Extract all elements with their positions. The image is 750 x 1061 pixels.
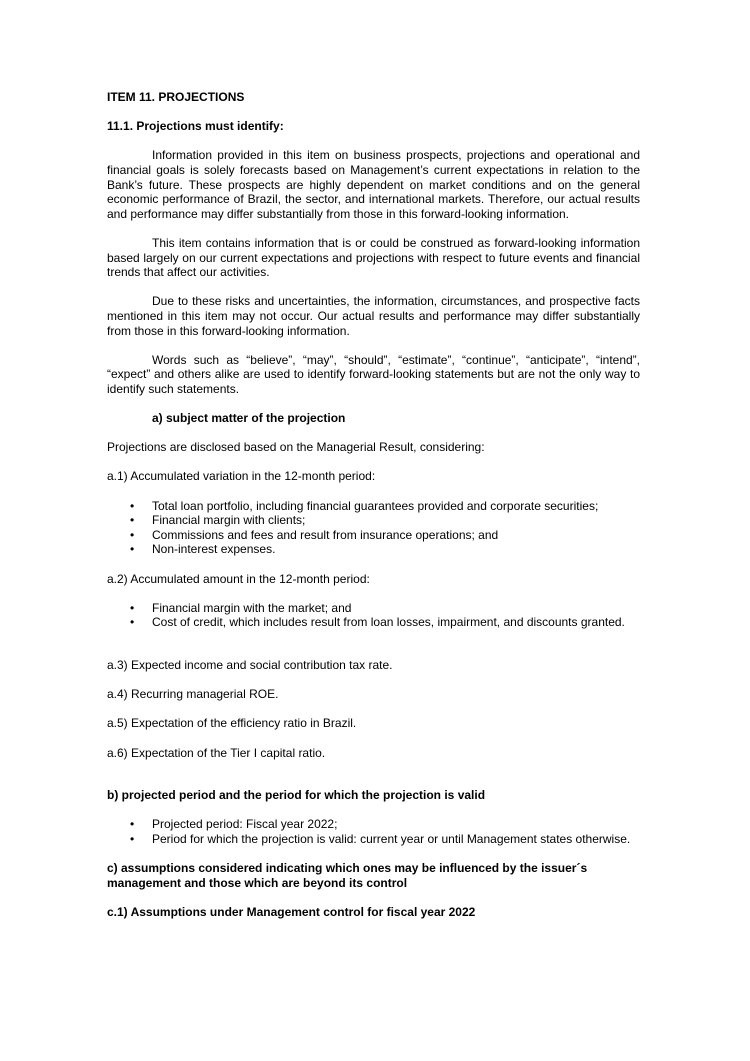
a1-list (107, 499, 640, 557)
a3-item: a.3) Expected income and social contribution tax rate. (107, 657, 393, 672)
item-heading: ITEM 11. PROJECTIONS (107, 90, 245, 104)
list-item: • Financial margin with the market; and (107, 601, 640, 616)
section-c1-title: c.1) Assumptions under Management control for fiscal year 2022 (107, 904, 476, 919)
list-item: • Projected period: Fiscal year 2022; (107, 817, 640, 832)
list-item: • Cost of credit, which includes result from loan losses, impairment, and discounts granted. (107, 615, 640, 630)
list-item: • Total loan portfolio, including financial guarantees provided and corporate securities; (107, 499, 640, 514)
section-b-title: b) projected period and the period for which the projection is valid (107, 788, 486, 803)
list-item: • Non-interest expenses. (107, 542, 640, 557)
paragraph-3: Due to these risks and uncertainties, the information, circumstances, and prospective facts mentioned in this item may not occur. Our actual results and performance may differ substantially from those in this forward-looking information. (107, 294, 640, 338)
list-item: • Financial margin with clients; (107, 513, 640, 528)
section-a-title: a) subject matter of the projection (152, 411, 346, 426)
list-item: • Commissions and fees and result from insurance operations; and (107, 528, 640, 543)
a2-label: a.2) Accumulated amount in the 12-month period: (107, 571, 370, 586)
a1-label: a.1) Accumulated variation in the 12-month period: (107, 469, 376, 484)
paragraph-4: Words such as “believe”, “may”, “should”, “estimate”, “continue”, “anticipate”, “intend”, “expect” and others alike are used to identify forward-looking statements but are not the only way to identify such statements. (107, 352, 640, 396)
section-11-1-heading: 11.1. Projections must identify: (107, 119, 284, 134)
section-a-intro: Projections are disclosed based on the Managerial Result, considering: (107, 440, 485, 455)
b-list (107, 817, 640, 846)
document-page (107, 90, 640, 919)
a2-list (107, 601, 640, 630)
paragraph-1: Information provided in this item on business prospects, projections and operational and financial goals is solely forecasts based on Management’s current expectations in relation to the Bank’s future. These prospects are highly dependent on market conditions and on the general economic performance of Brazil, the sector, and international markets. Therefore, our actual results and performance may differ substantially from those in this forward-looking information. (107, 148, 640, 221)
a4-item: a.4) Recurring managerial ROE. (107, 687, 279, 702)
a5-item: a.5) Expectation of the efficiency ratio in Brazil. (107, 716, 357, 731)
list-item: • Period for which the projection is valid: current year or until Management states otherwise. (107, 832, 640, 847)
paragraph-2: This item contains information that is or could be construed as forward-looking information based largely on our current expectations and projections with respect to future events and financial trends that affect our activities. (107, 235, 640, 280)
a6-item: a.6) Expectation of the Tier I capital ratio. (107, 745, 326, 760)
section-c-title: c) assumptions considered indicating which ones may be influenced by the issuer´s management and those which are beyond its control (107, 861, 588, 890)
